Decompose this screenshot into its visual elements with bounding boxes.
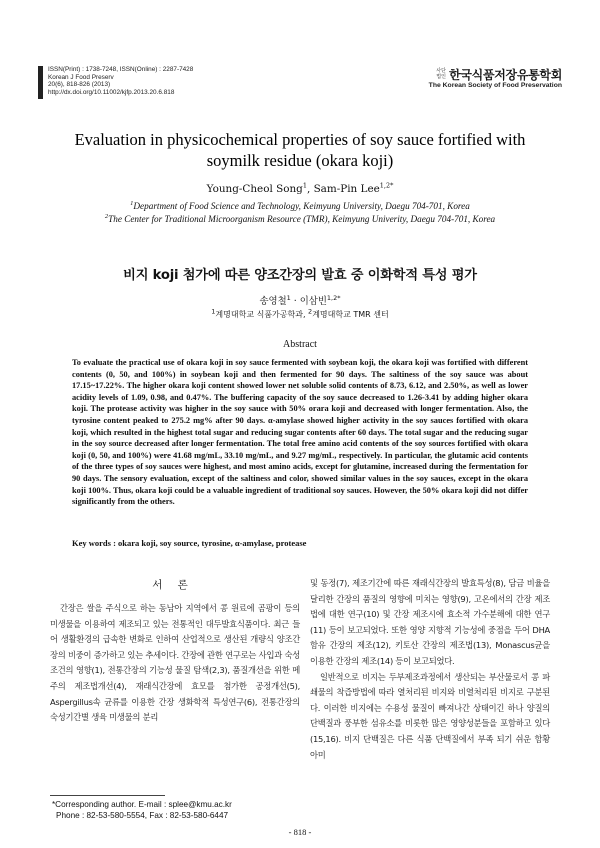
issn-text: ISSN(Print) : 1738-7248, ISSN(Online) : 2287-7428 [48, 66, 194, 73]
corresponding-author-note [52, 800, 232, 822]
logo-small-text: 사단법인 [436, 68, 446, 80]
intro-paragraph-3: 일반적으로 비지는 두부제조과정에서 생산되는 부산물로서 콩 파쇄물의 착즙방법에 따라 열처리된 비지와 비열처리된 비지로 구분된다. 이러한 비지에는 수용성 물질이 빠져나간 상태이긴 하나 양질의 단백질과 풍부한 섬유소를 비롯한 많은 영양성분들을 포함하고 있다(15,16). 비지 단백질은 다른 식품 단백질에서 부족 되기 쉬운 함황 아미 [310, 671, 550, 760]
korean-affil-2-sup: 2 [308, 307, 313, 316]
korean-author-1: 송영철 [259, 296, 287, 307]
affiliation-2 [30, 214, 570, 224]
affiliation-2-sup: 2 [104, 212, 109, 220]
intro-right-column [310, 576, 550, 763]
abstract-text: To evaluate the practical use of okara koji in soy sauce fermented with soybean koji, the okara koji was fortified with different contents (0, 50, and 100%) in soybean koji and then fermented for 90 days. The saltiness of the soy sauce was about 17.15~17.22%. The higher okara koji content showed lower net soluble solid contents of 8.73, 6.12, and 2.50%, as well as lower acidity levels of 1.09, 0.98, and 0.47%. The buffering capacity of the soy sauce decreased to 1.26-3.41 by adding higher okara koji. The protease activity was higher in the soy sauce with 50% orara koji and decreased with longer fermentation. Also, the tyrosine content peaked to 275.2 mg% after 90 days. α-amylase showed higher activity in the soy sauces fortified with okara koji, which resulted in the highest total sugar and reducing sugar contents after 60 days. The total sugar and the reducing sugar in the soy source decreased after longer fermentation. The total free amino acid contents of the soy sources fortified with okara koji (0, 50, and 100%) were 41.68 mg/mL, 33.10 mg/mL, and 9.27 mg/mL, respectively. In particular, the glutamic acid contents of the three types of soy sauces were highest, and most amino acids, except for glutamine, increased during the fermentation for 90 days. The sensory evaluation, except of the saltiness and color, showed similar values in the soy sauces, except in the okara koji 100%. Thus, okara koji could be a valuable ingredient of traditional soy sauces. However, the 50% okara koji did not differ significantly from the others. [72, 358, 528, 507]
intro-heading: 서 론 [152, 579, 194, 591]
intro-paragraph-1: 간장은 쌀을 주식으로 하는 동남아 지역에서 콩 원료에 곰팡이 등의 미생물을 이용하여 제조되고 있는 전통적인 대두발효식품이다. 최근 들어 생활환경의 급속한 변화로 인하여 산업적으로 생산된 개량식 양조간장의 비중이 증가하고 있는 추세이다. 간장에 관한 연구로는 사입과 숙성조건의 영향(1), 전통간장의 기능성 물질 탐색(2,3), 품질개선을 위한 메주의 제조법개선(4), 재래식간장에 효모를 첨가한 공정개선(5), Aspergillus속 균류를 이용한 간장 생화학적 특성연구(6), 전통간장의 숙성기간별 생육 미생물의 분리 [50, 603, 300, 723]
doi-link[interactable]: http://dx.doi.org/10.11002/kjfp.2013.20.6.818 [48, 88, 175, 96]
korean-affil-2: 계명대학교 TMR 센터 [312, 310, 389, 319]
author-1-sup: 1 [302, 181, 307, 190]
intro-left-column [50, 601, 300, 726]
affiliation-1 [30, 201, 570, 211]
author-2-sup: 1,2* [379, 181, 394, 190]
footnote-email: *Corresponding author. E-mail : splee@kmu.ac.kr [52, 800, 232, 809]
korean-author-list [40, 293, 560, 307]
korean-author-1-sup: 1 [286, 293, 291, 302]
korean-author-separator: · [290, 296, 300, 307]
korean-affil-1-sup: 1 [211, 307, 216, 316]
affiliation-1-text: Department of Food Science and Technology, Keimyung University, Daegu 704-701, Korea [133, 201, 470, 211]
footnote-phone: Phone : 82-53-580-5554, Fax : 82-53-580-6447 [56, 810, 229, 820]
footnote-divider [50, 795, 165, 796]
keywords: Key words : okara koji, soy source, tyrosine, α-amylase, protease [72, 538, 307, 548]
header-bar [38, 66, 43, 99]
korean-author-2-sup: 1,2* [326, 293, 341, 302]
korean-affil-1: 계명대학교 식품가공학과, [215, 310, 309, 319]
author-list [40, 183, 560, 195]
journal-meta [48, 66, 193, 96]
title-line-2: soymilk residue (okara koji) [206, 151, 394, 170]
korean-author-2: 이삼빈 [299, 296, 327, 307]
affiliation-2-text: The Center for Traditional Microorganism Resource (TMR), Keimyung Univerity, Daegu 704-701, Korea [108, 214, 496, 224]
journal-name: Korean J Food Preserv [48, 73, 114, 81]
author-2: Sam-Pin Lee [313, 183, 380, 195]
title-line-1: Evaluation in physicochemical properties of soy sauce fortified with [74, 130, 526, 149]
paper-title [40, 129, 560, 171]
logo-korean-name: 한국식품저장유통학회 [449, 68, 562, 82]
volume-text: 20(6), 818-826 (2013) [48, 81, 111, 89]
logo-english-name: The Korean Society of Food Preservation [428, 82, 562, 89]
intro-paragraph-2: 및 동정(7), 제조기간에 따른 재래식간장의 발효특성(8), 담금 비율을 달리한 간장의 품질의 영향에 미치는 영향(9), 고온에서의 간장 제조법에 대한 연구(10) 및 간장 제조시에 효소적 가수분해에 대한 연구(11) 등이 보고되었다. 또한 영양 지향적 기능성에 중점을 두어 DHA함유 간장의 제조(12), 키토산 간장의 제조법(13), Monascus균을 이용한 간장의 제조(14) 등이 보고되었다. [310, 578, 550, 666]
society-logo [428, 66, 562, 89]
affiliation-1-sup: 1 [130, 199, 134, 207]
korean-affiliations [40, 309, 560, 320]
korean-title: 비지 koji 첨가에 따른 양조간장의 발효 중 이화학적 특성 평가 [123, 268, 477, 283]
abstract-heading: Abstract [283, 339, 317, 350]
author-separator: , [306, 183, 314, 195]
page-number: - 818 - [288, 827, 312, 837]
author-1: Young-Cheol Song [206, 183, 303, 195]
